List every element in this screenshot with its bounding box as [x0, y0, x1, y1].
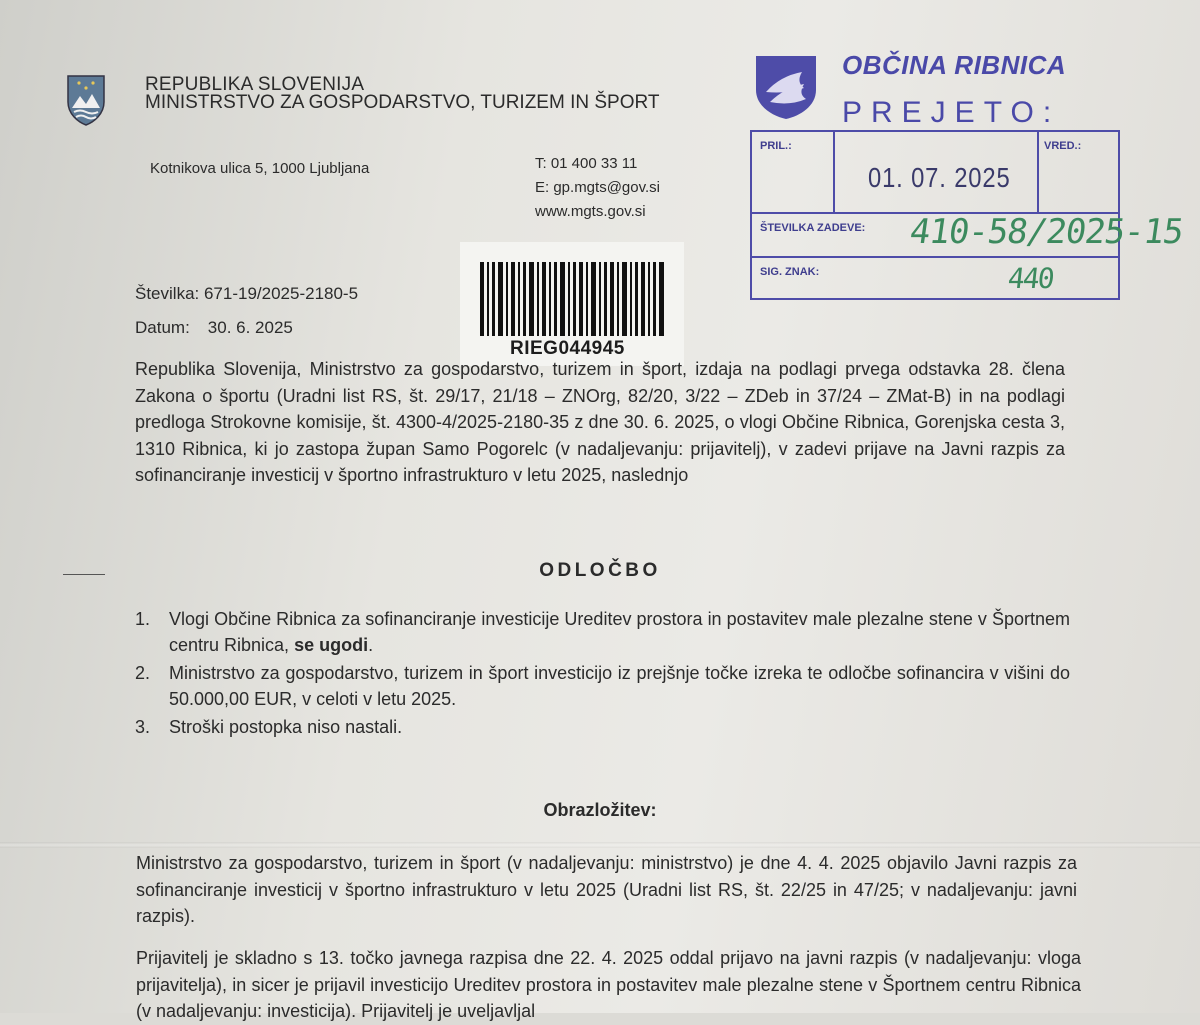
letterhead-contact [535, 152, 660, 224]
slovenia-coat-of-arms-icon [66, 74, 106, 126]
list-item-text: Vlogi Občine Ribnica za sofinanciranje investicije Ureditev prostora in postavitev male plezalne stene v Športnem centru Ribnica, se ugodi. [169, 609, 1070, 655]
date-value: 30. 6. 2025 [207, 318, 293, 337]
stamp-received: PREJETO: [842, 96, 1061, 129]
list-item-number: 2. [135, 663, 151, 683]
stamp-date: 01. 07. 2025 [868, 162, 1011, 193]
barcode-sticker [460, 242, 684, 366]
document-date [135, 318, 293, 338]
contact-email: E: gp.mgts@gov.si [535, 179, 660, 196]
decision-heading: ODLOČBO [539, 560, 661, 581]
decision-items [135, 606, 1070, 742]
barcode-code: RIEG044945 [510, 338, 625, 359]
document-number: Številka: 671-19/2025-2180-5 [135, 284, 359, 303]
contact-phone: T: 01 400 33 11 [535, 155, 638, 172]
list-item-text: Ministrstvo za gospodarstvo, turizem in šport investicijo iz prejšnje točke izreka te odločbe sofinancira v višini do 50.000,00 EUR, v celoti v letu 2025. [169, 663, 1070, 709]
contact-web: www.mgts.gov.si [535, 203, 646, 220]
list-item-number: 1. [135, 609, 151, 629]
decision-granted: se ugodi [294, 635, 369, 655]
list-item-number: 3. [135, 717, 151, 737]
explanation-paragraph-1: Ministrstvo za gospodarstvo, turizem in šport (v nadaljevanju: ministrstvo) je dne 4. 4. 2025 objavilo Javni razpis za sofinanciranje investicij v športno infrastrukturo v letu 2025 (Uradni list RS, št. 22/25 in 47/25; v nadaljevanju: javni razpis). [136, 853, 1077, 926]
list-item [135, 714, 1070, 740]
stamp-vred-label: VRED.: [1044, 140, 1082, 152]
intro-paragraph: Republika Slovenija, Ministrstvo za gospodarstvo, turizem in šport, izdaja na podlagi prvega odstavka 28. člena Zakona o športu (Uradni list RS, št. 29/17, 21/18 – ZNOrg, 82/20, 3/22 – ZDeb in 37/24 – ZMat-B) in na podlagi predloga Strokovne komisije, št. 4300-4/2025-2180-35 z dne 30. 6. 2025, o vlogi Občine Ribnica, Gorenjska cesta 3, 1310 Ribnica, ki jo zastopa župan Samo Pogorelc (v nadaljevanju: prijavitelj), v zadevi prijave na Javni razpis za sofinanciranje investicij v športno infrastrukturo v letu 2025, naslednjo [135, 359, 1065, 485]
list-item [135, 660, 1070, 712]
barcode-icon [478, 262, 668, 336]
letterhead-ministry: MINISTRSTVO ZA GOSPODARSTVO, TURIZEM IN ŠPORT [145, 92, 660, 113]
ribnica-fish-crest-icon [752, 54, 820, 120]
stamp-pril-label: PRIL.: [760, 140, 792, 152]
stamp-case-number: 410-58/2025-15 [907, 212, 1186, 252]
list-item-text: Stroški postopka niso nastali. [169, 717, 403, 737]
explanation-heading: Obrazložitev: [543, 800, 657, 820]
stamp-organization: OBČINA RIBNICA [842, 50, 1067, 80]
explanation-paragraph-2: Prijavitelj je skladno s 13. točko javnega razpisa dne 22. 4. 2025 oddal prijavo na javni razpis (v nadaljevanju: vloga prijavitelja), in sicer je prijavil investicijo Ureditev prostora in postavitev male plezalne stene v Športnem centru Ribnica (v nadaljevanju: investicija). Prijavitelj je uveljavljal [136, 948, 1081, 1021]
stamp-sig-value: 440 [1006, 262, 1055, 295]
received-stamp-table [750, 130, 1186, 300]
stamp-case-label: ŠTEVILKA ZADEVE: [760, 222, 866, 234]
stamp-sig-label: SIG. ZNAK: [760, 266, 820, 278]
letterhead-country: REPUBLIKA SLOVENIJA [145, 74, 365, 95]
paper-fold [0, 842, 1200, 848]
list-item [135, 606, 1070, 658]
date-label: Datum: [135, 318, 190, 337]
letterhead-address: Kotnikova ulica 5, 1000 Ljubljana [150, 160, 370, 177]
